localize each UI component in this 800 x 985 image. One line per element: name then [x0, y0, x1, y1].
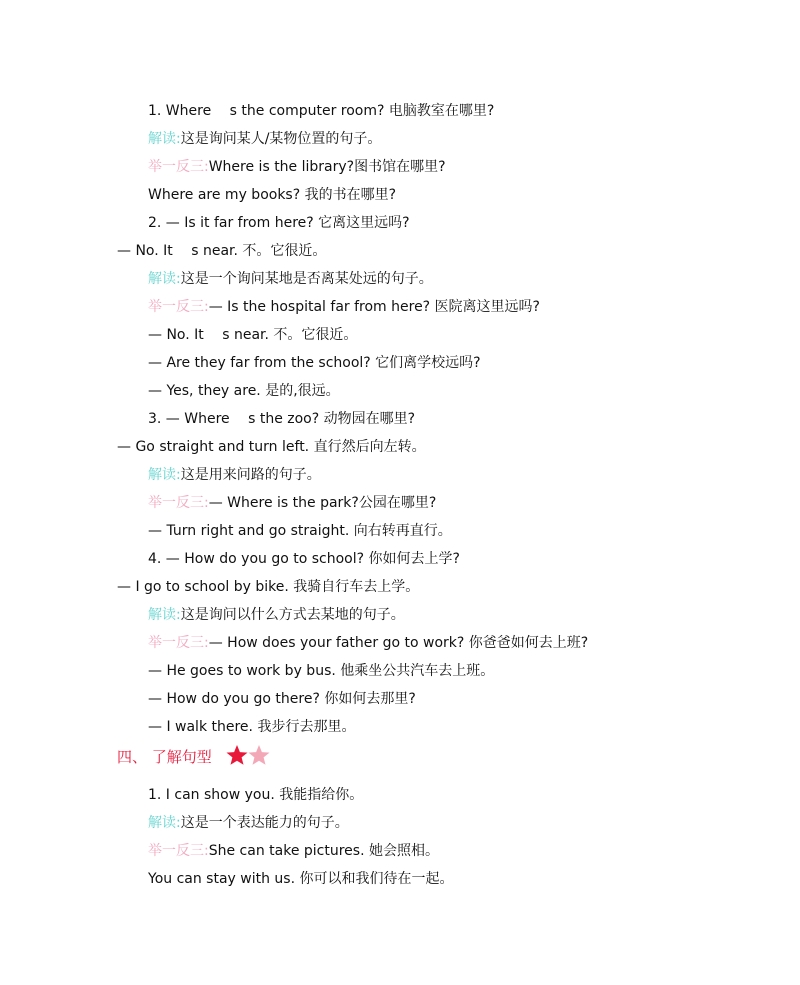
text: — He goes to work by bus. 他乘坐公共汽车去上班。	[148, 663, 495, 679]
text: 2. — Is it far from here? 它离这里远吗?	[148, 215, 410, 231]
example-line	[148, 297, 540, 317]
answer-line	[117, 437, 426, 457]
example-line	[148, 157, 446, 177]
jiedu-label: 解读:	[148, 131, 181, 147]
sentence-1-where-computer-room	[148, 101, 494, 121]
example-line	[148, 325, 357, 345]
text: 这是询问某人/某物位置的句子。	[180, 131, 382, 147]
explanation-line	[148, 129, 381, 149]
text: — Where is the park?公园在哪里?	[208, 495, 437, 511]
text: — How does your father go to work? 你爸爸如何去上班?	[208, 635, 589, 651]
text: — No. It s near. 不。它很近。	[148, 327, 358, 343]
answer-line	[117, 241, 326, 261]
text: 1. Where s the computer room? 电脑教室在哪里?	[148, 103, 495, 119]
example-line	[148, 633, 588, 653]
text: 3. — Where s the zoo? 动物园在哪里?	[148, 411, 416, 427]
jiedu-label: 解读:	[148, 271, 181, 287]
section-4-heading: 四、 了解句型	[117, 748, 212, 766]
juyi-label: 举一反三:	[148, 843, 209, 859]
example-line	[148, 185, 396, 205]
explanation-line	[148, 465, 321, 485]
example-line	[148, 869, 454, 889]
explanation-line	[148, 813, 349, 833]
text: 这是用来问路的句子。	[180, 467, 321, 483]
example-line	[148, 689, 416, 709]
text: You can stay with us. 你可以和我们待在一起。	[148, 871, 454, 887]
text: — I walk there. 我步行去那里。	[148, 719, 356, 735]
juyi-label: 举一反三:	[148, 635, 209, 651]
text: — Is the hospital far from here? 医院离这里远吗?	[208, 299, 540, 315]
jiedu-label: 解读:	[148, 607, 181, 623]
jiedu-label: 解读:	[148, 467, 181, 483]
example-line	[148, 353, 481, 373]
text: Where are my books? 我的书在哪里?	[148, 187, 397, 203]
juyi-label: 举一反三:	[148, 495, 209, 511]
star-icon	[249, 745, 270, 765]
text: 4. — How do you go to school? 你如何去上学?	[148, 551, 460, 567]
text: — Yes, they are. 是的,很远。	[148, 383, 340, 399]
text: 这是一个表达能力的句子。	[180, 815, 349, 831]
jiedu-label: 解读:	[148, 815, 181, 831]
example-line	[148, 841, 439, 861]
juyi-label: 举一反三:	[148, 159, 209, 175]
text: — Turn right and go straight. 向右转再直行。	[148, 523, 452, 539]
juyi-label: 举一反三:	[148, 299, 209, 315]
text: 这是一个询问某地是否离某处远的句子。	[180, 271, 433, 287]
text: Where is the library?图书馆在哪里?	[208, 159, 446, 175]
example-line	[148, 521, 452, 541]
example-line	[148, 661, 494, 681]
text: — Are they far from the school? 它们离学校远吗?	[148, 355, 481, 371]
text: 这是询问以什么方式去某地的句子。	[180, 607, 405, 623]
text: — Go straight and turn left. 直行然后向左转。	[117, 439, 426, 455]
text: — No. It s near. 不。它很近。	[117, 243, 327, 259]
example-line	[148, 381, 340, 401]
answer-line	[117, 577, 419, 597]
text: She can take pictures. 她会照相。	[208, 843, 439, 859]
example-line	[148, 493, 436, 513]
sentence-1-can-show	[148, 785, 363, 805]
difficulty-stars	[226, 744, 270, 768]
text: 1. I can show you. 我能指给你。	[148, 787, 364, 803]
sentence-2-far-from-here	[148, 213, 410, 233]
star-icon	[227, 745, 248, 765]
text: — How do you go there? 你如何去那里?	[148, 691, 416, 707]
sentence-4-go-to-school	[148, 549, 460, 569]
example-line	[148, 717, 355, 737]
explanation-line	[148, 269, 433, 289]
explanation-line	[148, 605, 405, 625]
sentence-3-where-zoo	[148, 409, 415, 429]
text: — I go to school by bike. 我骑自行车去上学。	[117, 579, 420, 595]
